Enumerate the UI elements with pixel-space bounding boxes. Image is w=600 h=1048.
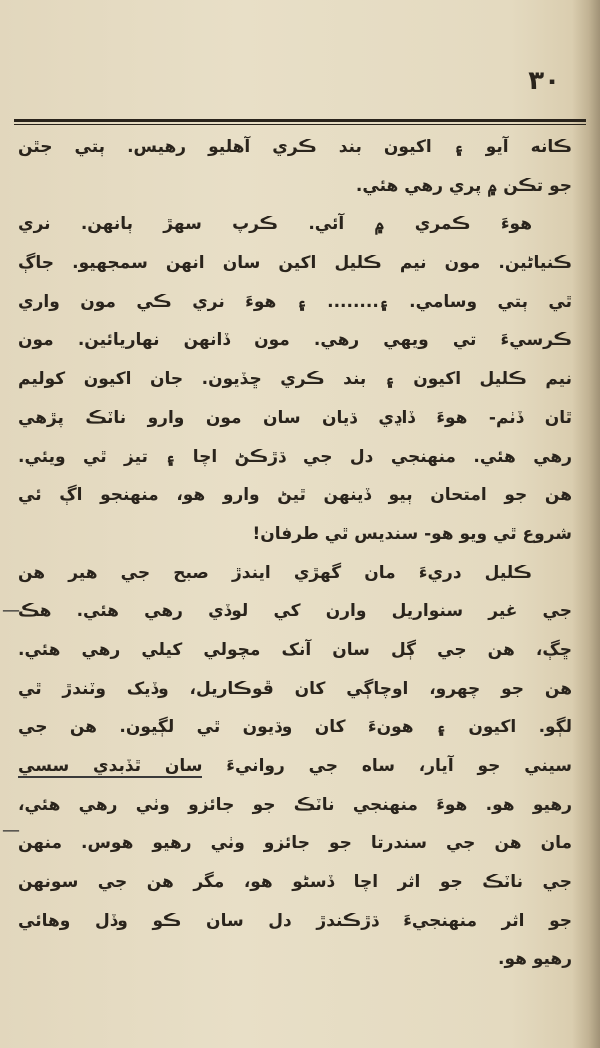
- page-number: ۳۰: [528, 66, 560, 96]
- text-line: جي غير سنواريل وارن کي لوڏي رهي هئي. هڪ: [18, 601, 572, 622]
- body-text: [18, 128, 572, 979]
- text-line: ڪانه آيو ۽ اکيون بند ڪري آهليو رهيس. ٻتي جٿن: [18, 137, 572, 157]
- text-line: ٿان ڏٺم- هوءَ ڏاڍي ڌيان سان مون وارو ناٽڪ پڙهي: [18, 407, 572, 428]
- text-line: مان هن جي سندرتا جو جائزو وٺي رهيو هوس. منهن: [18, 833, 572, 854]
- text-line: شروع ٿي ويو هو- سنديس ٿي طرفان!: [252, 523, 572, 544]
- text-line: هوءَ ڪمري ۾ آئي. ڪرپ سهڙ ٻانهن. نري: [18, 214, 532, 235]
- header-rule-thin: [14, 124, 586, 125]
- margin-mark: —: [2, 600, 20, 621]
- margin-mark: —: [2, 820, 20, 841]
- text-line: ڪرسيءَ تي ويهي رهي. مون ڏانهن نهاريائين. مون: [18, 330, 572, 351]
- text-line: ڪنياڻين. مون نيم ڪليل اکين سان انهن سمجهيو. جاڳ: [18, 253, 572, 274]
- text-line: هن جو چهرو، اوچاڳي کان ڦوڪاريل، وڏيک وٽندڙ ٿي: [18, 678, 572, 699]
- text-line: ڪليل دريءَ مان گهڙي ايندڙ صبح جي هير هن: [18, 562, 532, 583]
- text-line-underlined: [18, 747, 572, 786]
- text-line: رهي هئي. منهنجي دل جي ڌڙڪڻ اچا ۽ تيز ٿي ويئي.: [18, 446, 572, 467]
- text-line: جو اثر منهنجيءَ ڌڙڪندڙ دل سان ڪو وڏل وهائي: [18, 910, 572, 931]
- text-line: ٿي ٻتي وسامي. ۽........ ۽ هوءَ نري ڪي مون واري: [18, 291, 572, 312]
- text-line: رهيو هو.: [498, 949, 572, 970]
- text-line: هن جو امتحان ٻيو ڏينهن ٿيڻ وارو هو، منهنجو اڳ ئي: [18, 485, 572, 506]
- page-spine-shadow: [572, 0, 600, 1048]
- text-line: لڳو. اکيون ۽ هونءَ کان وڌيون ٿي لڳيون. هن جي: [18, 717, 572, 738]
- text-line: سيني جو آيار، ساه جي روانيءَ سان ٿڏبدي سسي: [18, 756, 572, 776]
- underlined-phrase: سان ٿڏبدي سسي: [18, 756, 203, 776]
- text-line: جو تڪن ۾ پري رهي هئي.: [355, 175, 572, 196]
- text-line: نيم ڪليل اکيون ۽ بند ڪري ڇڏيون. جان اکيون کوليم: [18, 369, 572, 390]
- text-line: رهيو هو. هوءَ منهنجي ناٽڪ جو جائزو وٺي رهي هئي،: [18, 794, 572, 815]
- text-line: جي ناٽڪ جو اثر اچا ڏسڻو هو، مگر هن جي سونهن: [18, 872, 572, 893]
- header-rule-thick: [14, 119, 586, 122]
- text-line: ڇڳ، هن جي ڳل سان آنک مچولي کيلي رهي هئي.: [18, 639, 572, 660]
